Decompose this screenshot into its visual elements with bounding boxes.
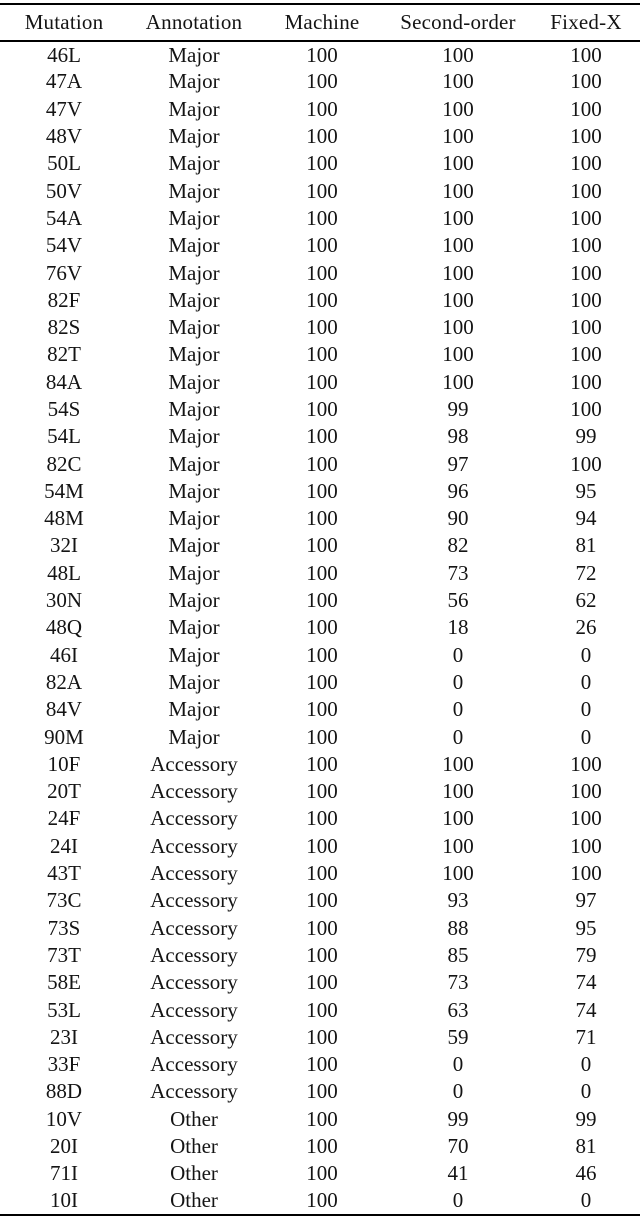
- cell-machine: 100: [306, 615, 338, 640]
- cell-machine: 100: [306, 287, 338, 312]
- cell-annotation: Accessory: [150, 1052, 238, 1077]
- cell-second-order: 100: [442, 861, 474, 886]
- cell-mutation: 53L: [47, 997, 81, 1022]
- cell-machine: 100: [306, 669, 338, 694]
- table-row: [0, 1024, 640, 1051]
- table-row: [0, 887, 640, 914]
- cell-annotation: Accessory: [150, 915, 238, 940]
- cell-annotation: Other: [170, 1188, 218, 1213]
- cell-machine: 100: [306, 69, 338, 94]
- cell-fixed-x: 0: [580, 1188, 592, 1213]
- cell-machine: 100: [306, 397, 338, 421]
- results-table: [0, 3, 640, 1216]
- cell-mutation: 47V: [45, 96, 83, 121]
- cell-machine: 100: [306, 205, 338, 230]
- cell-fixed-x: 62: [575, 588, 597, 613]
- cell-second-order: 100: [442, 124, 474, 149]
- cell-fixed-x: 100: [570, 369, 602, 394]
- cell-mutation: 82T: [47, 342, 81, 367]
- cell-mutation: 24F: [47, 806, 81, 831]
- cell-fixed-x: 74: [575, 997, 597, 1022]
- cell-fixed-x: 97: [575, 888, 597, 913]
- cell-annotation: Other: [170, 1161, 218, 1186]
- cell-machine: 100: [306, 42, 338, 67]
- cell-machine: 100: [306, 506, 338, 531]
- cell-fixed-x: 100: [570, 287, 602, 312]
- cell-annotation: Major: [168, 342, 220, 367]
- cell-second-order: 100: [442, 315, 474, 340]
- table-body: [0, 41, 640, 1215]
- cell-annotation: Major: [168, 533, 220, 558]
- table-row: [0, 1160, 640, 1187]
- cell-mutation: 54S: [47, 397, 81, 421]
- cell-machine: 100: [306, 642, 338, 667]
- table-row: [0, 1051, 640, 1078]
- cell-second-order: 99: [447, 397, 469, 421]
- cell-machine: 100: [306, 560, 338, 585]
- cell-annotation: Major: [168, 96, 220, 121]
- cell-second-order: 82: [447, 533, 469, 558]
- cell-annotation: Major: [168, 178, 220, 203]
- cell-mutation: 48L: [47, 560, 81, 585]
- cell-mutation: 71I: [50, 1161, 78, 1186]
- cell-annotation: Major: [168, 669, 220, 694]
- cell-annotation: Major: [168, 560, 220, 585]
- cell-mutation: 90M: [44, 724, 84, 749]
- cell-fixed-x: 100: [570, 205, 602, 230]
- table-row: [0, 287, 640, 314]
- cell-mutation: 82S: [47, 315, 81, 340]
- cell-mutation: 50L: [47, 151, 81, 176]
- cell-fixed-x: 100: [570, 178, 602, 203]
- cell-annotation: Major: [168, 42, 220, 67]
- cell-machine: 100: [306, 1052, 338, 1077]
- cell-machine: 100: [306, 1106, 338, 1131]
- table-row: [0, 805, 640, 832]
- table-row: [0, 450, 640, 477]
- cell-second-order: 0: [452, 642, 464, 667]
- cell-fixed-x: 100: [570, 451, 602, 476]
- cell-annotation: Accessory: [150, 970, 238, 995]
- cell-machine: 100: [306, 233, 338, 258]
- column-header-mutation: Mutation: [24, 10, 104, 34]
- table-row: [0, 1133, 640, 1160]
- cell-fixed-x: 100: [570, 124, 602, 149]
- cell-second-order: 100: [442, 233, 474, 258]
- cell-fixed-x: 100: [570, 861, 602, 886]
- cell-second-order: 85: [447, 942, 469, 967]
- cell-annotation: Other: [170, 1134, 218, 1159]
- cell-mutation: 46L: [47, 42, 81, 67]
- table-row: [0, 478, 640, 505]
- table-row: [0, 669, 640, 696]
- cell-machine: 100: [306, 315, 338, 340]
- cell-mutation: 82A: [45, 669, 83, 694]
- cell-fixed-x: 99: [575, 424, 597, 449]
- cell-fixed-x: 100: [570, 69, 602, 94]
- cell-machine: 100: [306, 178, 338, 203]
- table-row: [0, 369, 640, 396]
- table-row: [0, 969, 640, 996]
- cell-second-order: 100: [442, 806, 474, 831]
- cell-fixed-x: 100: [570, 397, 602, 421]
- cell-fixed-x: 0: [580, 669, 592, 694]
- cell-annotation: Major: [168, 287, 220, 312]
- cell-mutation: 47A: [45, 69, 83, 94]
- table-row: [0, 696, 640, 723]
- cell-machine: 100: [306, 124, 338, 149]
- cell-mutation: 46I: [50, 642, 78, 667]
- table-row: [0, 1106, 640, 1133]
- cell-machine: 100: [306, 751, 338, 776]
- cell-second-order: 96: [447, 478, 469, 503]
- cell-machine: 100: [306, 970, 338, 995]
- cell-mutation: 33F: [47, 1052, 81, 1077]
- table-row: [0, 68, 640, 95]
- table-row: [0, 341, 640, 368]
- cell-machine: 100: [306, 369, 338, 394]
- cell-annotation: Accessory: [150, 888, 238, 913]
- cell-annotation: Accessory: [150, 942, 238, 967]
- cell-annotation: Major: [168, 424, 220, 449]
- cell-machine: 100: [306, 942, 338, 967]
- cell-annotation: Accessory: [150, 1079, 238, 1104]
- cell-mutation: 82F: [47, 287, 81, 312]
- cell-second-order: 56: [447, 588, 469, 613]
- cell-second-order: 100: [442, 69, 474, 94]
- cell-machine: 100: [306, 806, 338, 831]
- cell-machine: 100: [306, 1188, 338, 1213]
- cell-second-order: 73: [447, 560, 469, 585]
- cell-fixed-x: 100: [570, 751, 602, 776]
- cell-second-order: 100: [442, 751, 474, 776]
- cell-mutation: 20T: [47, 779, 81, 804]
- cell-machine: 100: [306, 1134, 338, 1159]
- column-header-annotation: Annotation: [145, 10, 243, 34]
- table-row: [0, 123, 640, 150]
- cell-second-order: 100: [442, 205, 474, 230]
- cell-annotation: Major: [168, 69, 220, 94]
- cell-mutation: 58E: [47, 970, 81, 995]
- cell-annotation: Major: [168, 451, 220, 476]
- cell-second-order: 98: [447, 424, 469, 449]
- cell-fixed-x: 79: [575, 942, 597, 967]
- cell-second-order: 100: [442, 342, 474, 367]
- cell-mutation: 43T: [47, 861, 81, 886]
- cell-machine: 100: [306, 151, 338, 176]
- cell-fixed-x: 74: [575, 970, 597, 995]
- table-row: [0, 560, 640, 587]
- table-row: [0, 41, 640, 68]
- cell-fixed-x: 0: [580, 1079, 592, 1104]
- cell-annotation: Accessory: [150, 1024, 238, 1049]
- cell-mutation: 73S: [47, 915, 81, 940]
- cell-fixed-x: 72: [575, 560, 597, 585]
- cell-fixed-x: 0: [580, 642, 592, 667]
- cell-machine: 100: [306, 533, 338, 558]
- table-row: [0, 423, 640, 450]
- cell-machine: 100: [306, 342, 338, 367]
- cell-annotation: Accessory: [150, 751, 238, 776]
- cell-machine: 100: [306, 424, 338, 449]
- cell-annotation: Major: [168, 478, 220, 503]
- header-row: [0, 4, 640, 41]
- cell-second-order: 100: [442, 287, 474, 312]
- cell-second-order: 90: [447, 506, 469, 531]
- cell-annotation: Accessory: [150, 779, 238, 804]
- table-row: [0, 177, 640, 204]
- table-row: [0, 996, 640, 1023]
- cell-machine: 100: [306, 96, 338, 121]
- table-row: [0, 614, 640, 641]
- table-row: [0, 1187, 640, 1214]
- cell-second-order: 88: [447, 915, 469, 940]
- cell-annotation: Accessory: [150, 833, 238, 858]
- cell-second-order: 100: [442, 96, 474, 121]
- cell-fixed-x: 100: [570, 779, 602, 804]
- table-row: [0, 96, 640, 123]
- cell-mutation: 24I: [50, 833, 78, 858]
- cell-annotation: Major: [168, 506, 220, 531]
- column-header-machine: Machine: [284, 10, 360, 34]
- cell-machine: 100: [306, 260, 338, 285]
- cell-fixed-x: 100: [570, 151, 602, 176]
- cell-machine: 100: [306, 888, 338, 913]
- cell-annotation: Major: [168, 724, 220, 749]
- cell-mutation: 73T: [47, 942, 81, 967]
- cell-machine: 100: [306, 1024, 338, 1049]
- cell-machine: 100: [306, 724, 338, 749]
- cell-fixed-x: 81: [575, 533, 597, 558]
- cell-mutation: 76V: [45, 260, 83, 285]
- cell-machine: 100: [306, 588, 338, 613]
- table-row: [0, 232, 640, 259]
- cell-mutation: 30N: [45, 588, 83, 613]
- cell-fixed-x: 100: [570, 42, 602, 67]
- cell-second-order: 100: [442, 178, 474, 203]
- cell-fixed-x: 100: [570, 315, 602, 340]
- cell-fixed-x: 100: [570, 833, 602, 858]
- cell-annotation: Major: [168, 642, 220, 667]
- cell-fixed-x: 46: [575, 1161, 597, 1186]
- cell-second-order: 63: [447, 997, 469, 1022]
- cell-second-order: 0: [452, 669, 464, 694]
- table-row: [0, 942, 640, 969]
- column-header-second-order: Second-order: [400, 10, 516, 34]
- cell-mutation: 50V: [45, 178, 83, 203]
- cell-machine: 100: [306, 697, 338, 722]
- cell-fixed-x: 0: [580, 724, 592, 749]
- table-row: [0, 150, 640, 177]
- table-row: [0, 532, 640, 559]
- cell-annotation: Major: [168, 124, 220, 149]
- cell-fixed-x: 100: [570, 96, 602, 121]
- cell-second-order: 100: [442, 260, 474, 285]
- cell-fixed-x: 95: [575, 915, 597, 940]
- cell-second-order: 59: [447, 1024, 469, 1049]
- table-row: [0, 205, 640, 232]
- cell-second-order: 70: [447, 1134, 469, 1159]
- table-row: [0, 396, 640, 423]
- cell-fixed-x: 26: [575, 615, 597, 640]
- cell-mutation: 10I: [50, 1188, 78, 1213]
- column-header-fixed-x: Fixed-X: [550, 10, 622, 34]
- table-row: [0, 860, 640, 887]
- cell-annotation: Accessory: [150, 806, 238, 831]
- cell-annotation: Major: [168, 697, 220, 722]
- cell-machine: 100: [306, 861, 338, 886]
- cell-second-order: 100: [442, 42, 474, 67]
- cell-second-order: 0: [452, 697, 464, 722]
- cell-annotation: Major: [168, 615, 220, 640]
- cell-fixed-x: 0: [580, 1052, 592, 1077]
- table-row: [0, 833, 640, 860]
- cell-mutation: 88D: [45, 1079, 83, 1104]
- cell-machine: 100: [306, 478, 338, 503]
- cell-mutation: 73C: [46, 888, 82, 913]
- cell-annotation: Major: [168, 260, 220, 285]
- cell-fixed-x: 100: [570, 342, 602, 367]
- table-row: [0, 751, 640, 778]
- cell-annotation: Major: [168, 588, 220, 613]
- cell-mutation: 54M: [44, 478, 84, 503]
- cell-machine: 100: [306, 451, 338, 476]
- cell-annotation: Major: [168, 151, 220, 176]
- cell-fixed-x: 71: [575, 1024, 597, 1049]
- cell-fixed-x: 100: [570, 233, 602, 258]
- cell-second-order: 100: [442, 369, 474, 394]
- cell-fixed-x: 100: [570, 806, 602, 831]
- cell-mutation: 20I: [50, 1134, 78, 1159]
- cell-second-order: 0: [452, 724, 464, 749]
- cell-fixed-x: 0: [580, 697, 592, 722]
- cell-fixed-x: 100: [570, 260, 602, 285]
- cell-mutation: 48M: [44, 506, 84, 531]
- table-row: [0, 915, 640, 942]
- cell-annotation: Accessory: [150, 997, 238, 1022]
- table-row: [0, 1078, 640, 1105]
- cell-annotation: Major: [168, 205, 220, 230]
- cell-machine: 100: [306, 997, 338, 1022]
- cell-mutation: 54A: [45, 205, 83, 230]
- table-row: [0, 505, 640, 532]
- cell-annotation: Major: [168, 369, 220, 394]
- cell-second-order: 0: [452, 1079, 464, 1104]
- cell-mutation: 54L: [47, 424, 81, 449]
- cell-mutation: 10F: [47, 751, 81, 776]
- cell-mutation: 32I: [50, 533, 78, 558]
- cell-mutation: 84A: [45, 369, 83, 394]
- cell-fixed-x: 95: [575, 478, 597, 503]
- cell-second-order: 41: [447, 1161, 469, 1186]
- cell-second-order: 100: [442, 151, 474, 176]
- cell-mutation: 84V: [45, 697, 83, 722]
- table-row: [0, 723, 640, 750]
- cell-mutation: 10V: [45, 1106, 83, 1131]
- cell-machine: 100: [306, 1079, 338, 1104]
- cell-annotation: Major: [168, 233, 220, 258]
- cell-second-order: 100: [442, 779, 474, 804]
- cell-machine: 100: [306, 833, 338, 858]
- table-row: [0, 642, 640, 669]
- cell-machine: 100: [306, 779, 338, 804]
- cell-second-order: 93: [447, 888, 469, 913]
- cell-second-order: 100: [442, 833, 474, 858]
- table-row: [0, 778, 640, 805]
- cell-machine: 100: [306, 915, 338, 940]
- cell-second-order: 97: [447, 451, 469, 476]
- cell-fixed-x: 94: [575, 506, 597, 531]
- cell-mutation: 23I: [50, 1024, 78, 1049]
- cell-second-order: 18: [447, 615, 469, 640]
- cell-annotation: Accessory: [150, 861, 238, 886]
- cell-mutation: 82C: [46, 451, 82, 476]
- cell-mutation: 48V: [45, 124, 83, 149]
- table-row: [0, 314, 640, 341]
- cell-second-order: 73: [447, 970, 469, 995]
- cell-annotation: Major: [168, 397, 220, 421]
- cell-annotation: Major: [168, 315, 220, 340]
- table-row: [0, 587, 640, 614]
- cell-mutation: 48Q: [45, 615, 83, 640]
- cell-second-order: 0: [452, 1052, 464, 1077]
- cell-fixed-x: 81: [575, 1134, 597, 1159]
- cell-second-order: 0: [452, 1188, 464, 1213]
- cell-annotation: Other: [170, 1106, 218, 1131]
- cell-machine: 100: [306, 1161, 338, 1186]
- table-row: [0, 259, 640, 286]
- cell-mutation: 54V: [45, 233, 83, 258]
- cell-fixed-x: 99: [575, 1106, 597, 1131]
- cell-second-order: 99: [447, 1106, 469, 1131]
